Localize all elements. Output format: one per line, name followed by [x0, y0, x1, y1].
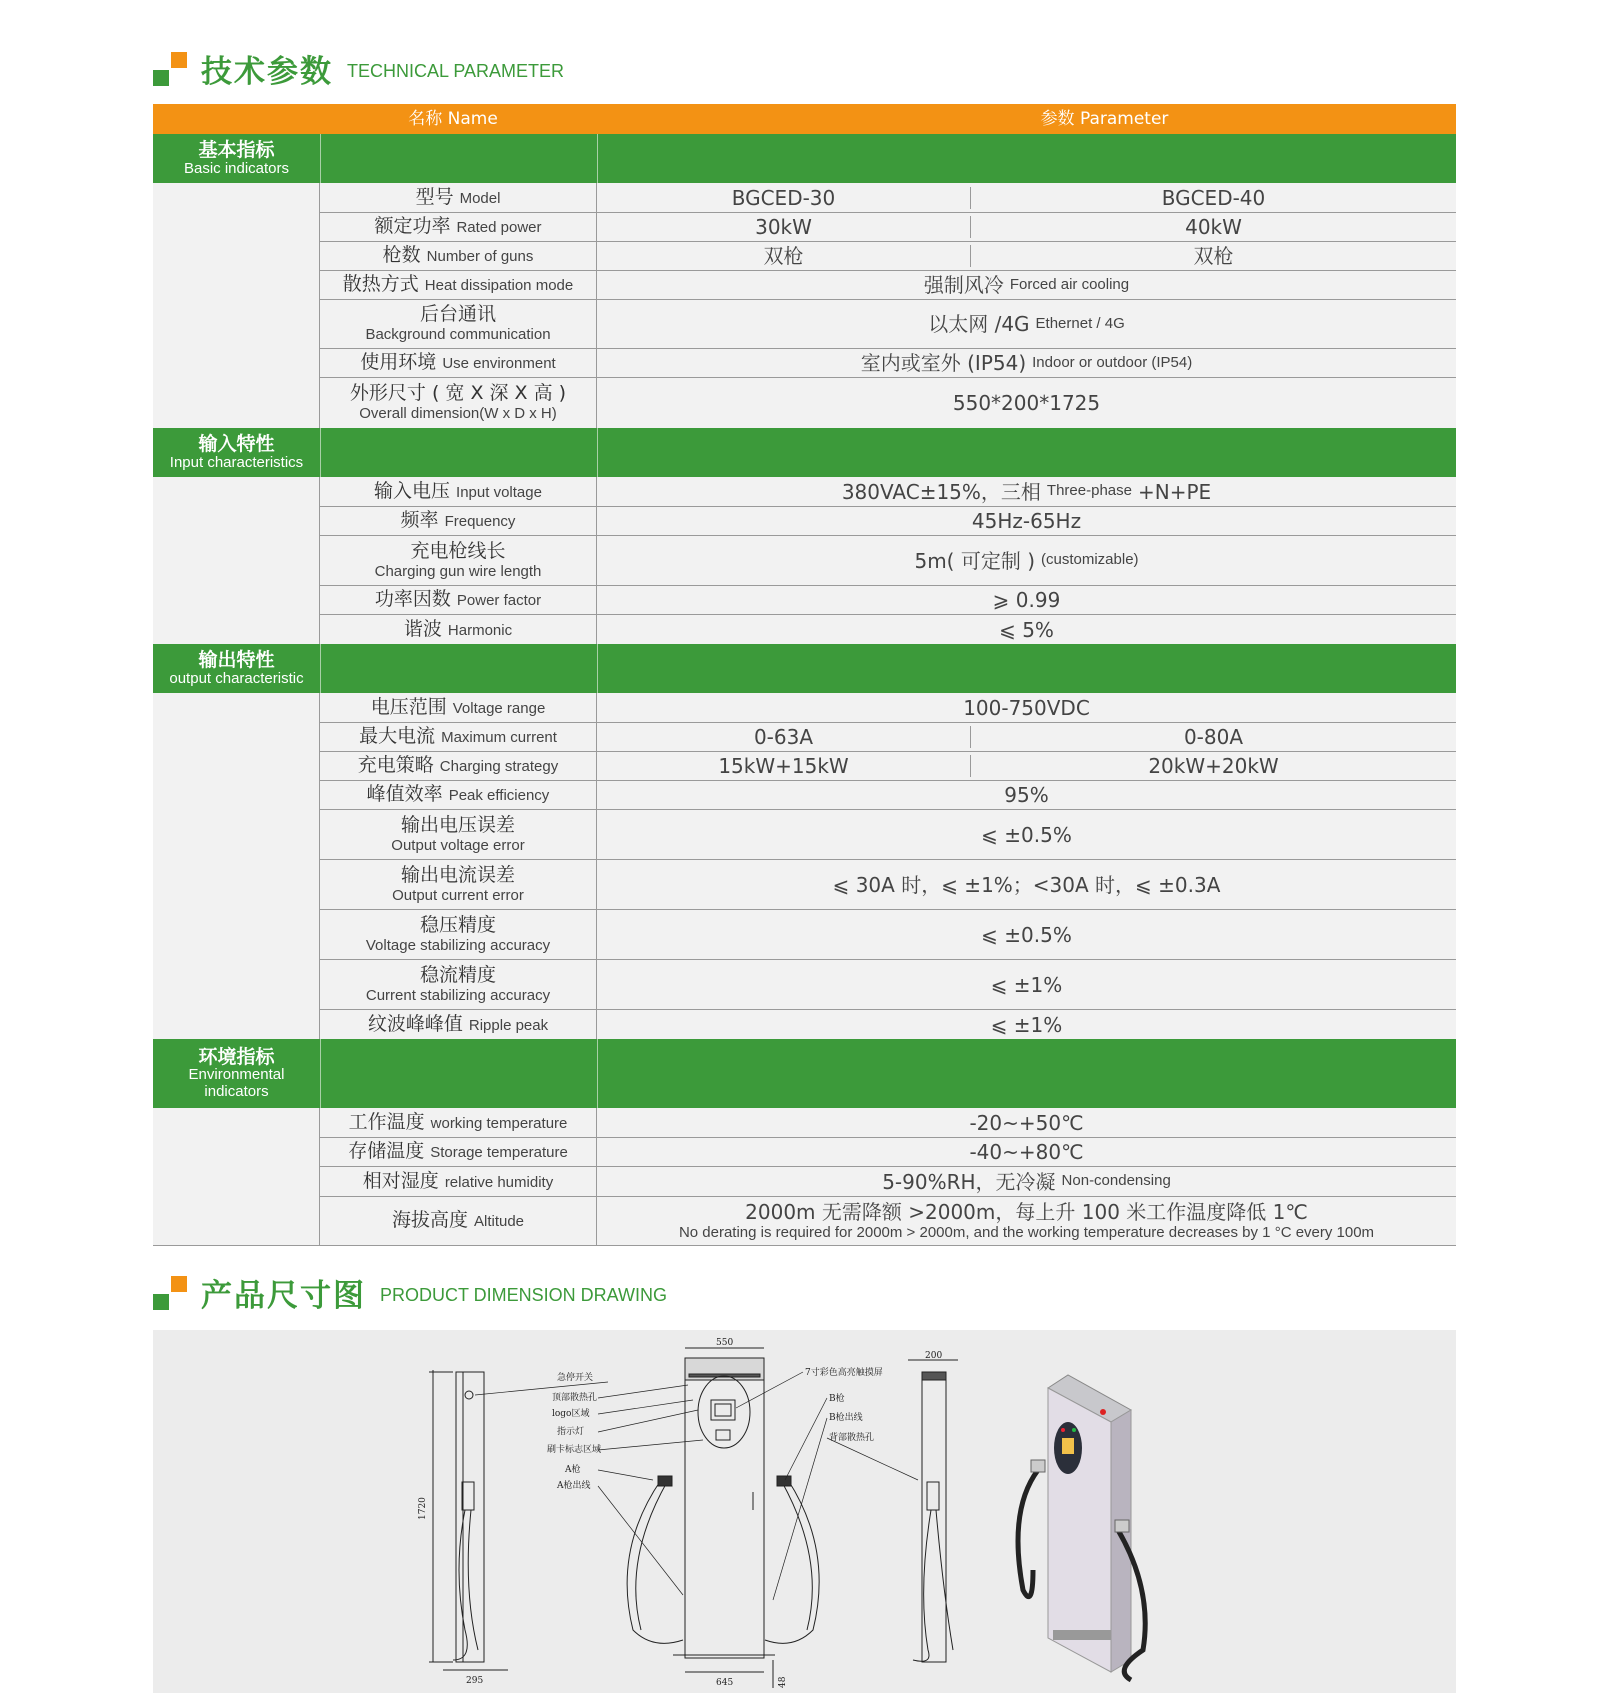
- row-label-en: Maximum current: [441, 729, 557, 747]
- value: ⩽ 5%: [999, 617, 1054, 642]
- value-b: 0-80A: [1183, 725, 1244, 749]
- value-en: Forced air cooling: [1009, 275, 1130, 293]
- table-row: [320, 378, 1456, 428]
- table-row: [320, 693, 1456, 723]
- group-title-zh: 输出特性: [198, 648, 275, 671]
- callout-label: A枪出线: [557, 1481, 591, 1491]
- row-label-en: Charging strategy: [439, 758, 559, 776]
- callout-label: 急停开关: [557, 1373, 594, 1383]
- row-label-zh: 最大电流: [359, 725, 436, 748]
- row-label-en: Rated power: [456, 219, 542, 237]
- callouts-right: [805, 1366, 883, 1443]
- table-row: [320, 1108, 1456, 1138]
- group-output-rows: [153, 693, 1456, 1039]
- value-b: BGCED-40: [1161, 185, 1266, 210]
- row-label-zh: 充电策略: [357, 754, 434, 777]
- value-b: 40kW: [1185, 215, 1242, 239]
- value: ⩽ ±0.5%: [981, 822, 1072, 847]
- section-square-icon: [153, 52, 187, 86]
- callout-label: 刷卡标志区域: [547, 1445, 602, 1455]
- group-title-en: Environmental: [188, 1066, 285, 1084]
- group-output: [153, 644, 1456, 693]
- value: ⩽ ±0.5%: [981, 922, 1072, 947]
- value: 2000m 无需降额 >2000m，每上升 100 米工作温度降低 1℃: [745, 1199, 1308, 1224]
- section-title-en: TECHNICAL PARAMETER: [347, 61, 565, 81]
- group-basic-rows: [153, 183, 1456, 428]
- table-row: [320, 271, 1456, 300]
- value-en: Three-phase: [1046, 482, 1132, 500]
- row-label-en: Background communication: [365, 326, 551, 344]
- charger-3d-render: [1018, 1375, 1145, 1680]
- value: 45Hz-65Hz: [971, 509, 1082, 533]
- section-square-icon: [153, 1276, 187, 1310]
- value: 100-750VDC: [963, 695, 1090, 720]
- table-row: [320, 615, 1456, 644]
- row-label-zh: 功率因数: [374, 588, 451, 611]
- dim-base-label: 295: [466, 1676, 484, 1686]
- group-env: [153, 1039, 1456, 1108]
- table-row: [320, 860, 1456, 910]
- value: 以太网 /4G: [928, 312, 1030, 336]
- table-row: [320, 960, 1456, 1010]
- callout-label: B枪出线: [829, 1413, 863, 1423]
- table-row: [320, 536, 1456, 586]
- row-label-en: Output voltage error: [391, 836, 525, 854]
- row-label-zh: 稳流精度: [419, 963, 496, 986]
- row-label-en: Output current error: [392, 886, 524, 904]
- group-title-en: indicators: [204, 1082, 269, 1100]
- table-row: [320, 213, 1456, 242]
- row-label-en: Frequency: [444, 513, 516, 531]
- row-label-en: Heat dissipation mode: [424, 277, 574, 295]
- row-label-zh: 电压范围: [370, 695, 447, 718]
- value: ⩾ 0.99: [992, 588, 1061, 612]
- dim-height-label: 1720: [418, 1497, 428, 1520]
- header-parameter: 参数 Parameter: [1040, 109, 1169, 129]
- callout-label: 指示灯: [557, 1427, 585, 1437]
- row-label-zh: 使用环境: [360, 351, 437, 374]
- dim-gap-label: 48: [778, 1676, 788, 1688]
- callouts-left: [547, 1371, 601, 1491]
- row-label-zh: 频率: [400, 509, 439, 532]
- table-row: [320, 242, 1456, 271]
- row-label-zh: 稳压精度: [419, 913, 496, 936]
- section-heading-technical: [153, 46, 564, 91]
- table-header: [153, 104, 1456, 134]
- value: 室内或室外 (IP54): [860, 351, 1027, 375]
- row-label-zh: 纹波峰峰值: [367, 1012, 463, 1035]
- value: 5m( 可定制 ): [914, 548, 1035, 573]
- dimension-drawing: [153, 1330, 1456, 1693]
- group-title-zh: 基本指标: [198, 138, 275, 161]
- table-row: [320, 1167, 1456, 1197]
- value-b: 双枪: [1193, 244, 1234, 268]
- row-label-zh: 输入电压: [374, 479, 451, 502]
- group-env-rows: [153, 1108, 1456, 1245]
- value: -40~+80℃: [969, 1140, 1084, 1164]
- row-label-zh: 外形尺寸 ( 宽 X 深 X 高 ): [349, 382, 567, 405]
- group-input-rows: [153, 477, 1456, 644]
- row-label-zh: 充电枪线长: [410, 539, 506, 562]
- callout-label: 7寸彩色高亮触摸屏: [805, 1368, 883, 1378]
- header-name: 名称 Name: [408, 109, 498, 129]
- row-label-en: Input voltage: [456, 483, 542, 501]
- row-label-en: Current stabilizing accuracy: [365, 986, 551, 1004]
- callout-label: B枪: [829, 1394, 845, 1404]
- value-en: Ethernet / 4G: [1035, 314, 1125, 332]
- dimension-drawing-svg: [153, 1330, 1456, 1693]
- group-title-en: output characteristic: [169, 669, 304, 687]
- group-title-zh: 环境指标: [198, 1045, 275, 1068]
- value-a: 30kW: [597, 216, 971, 238]
- value-en: Non-condensing: [1061, 1172, 1171, 1190]
- row-label-en: Voltage stabilizing accuracy: [365, 936, 551, 954]
- row-label-zh: 枪数: [382, 244, 421, 267]
- callout-lines-right: [736, 1372, 918, 1600]
- callout-label: A枪: [565, 1465, 581, 1475]
- value-a: BGCED-30: [597, 187, 971, 209]
- dim-width-label: 550: [716, 1338, 734, 1348]
- dim-depth-label: 200: [925, 1351, 943, 1361]
- table-row: [320, 300, 1456, 349]
- spec-table: [153, 104, 1456, 1246]
- dim-foot-label: 645: [716, 1678, 734, 1688]
- row-label-en: Overall dimension(W x D x H): [359, 405, 557, 423]
- table-row: [320, 910, 1456, 960]
- value-b: 20kW+20kW: [1148, 754, 1279, 778]
- front-view: [627, 1348, 819, 1688]
- group-title-zh: 输入特性: [198, 432, 275, 455]
- value-en: Indoor or outdoor (IP54): [1032, 353, 1193, 371]
- value: 95%: [1004, 783, 1049, 807]
- row-label-en: Voltage range: [452, 699, 546, 717]
- row-label-zh: 后台通讯: [419, 303, 496, 326]
- row-label-en: Ripple peak: [468, 1016, 549, 1034]
- row-label-en: Number of guns: [426, 248, 534, 266]
- value: ⩽ ±1%: [990, 1012, 1063, 1037]
- row-label-zh: 额定功率: [374, 215, 451, 238]
- table-row: [320, 752, 1456, 781]
- value-en: (customizable): [1041, 551, 1139, 569]
- group-input: [153, 428, 1456, 477]
- row-label-en: Storage temperature: [430, 1144, 568, 1162]
- section-title-zh: 技术参数: [201, 54, 333, 90]
- row-label-en: Power factor: [456, 592, 542, 610]
- group-basic: [153, 134, 1456, 183]
- callout-label: logo区域: [552, 1409, 590, 1419]
- table-row: [320, 586, 1456, 615]
- value-en: No derating is required for 2000m > 2000m, and the working temperature decreases by 1 °C every 100m: [678, 1223, 1375, 1241]
- table-row: [320, 781, 1456, 810]
- row-label-en: Model: [459, 189, 501, 207]
- row-label-zh: 峰值效率: [366, 783, 443, 806]
- row-label-en: relative humidity: [444, 1173, 554, 1191]
- side-view-right: [908, 1360, 958, 1662]
- value-a: 15kW+15kW: [597, 755, 971, 777]
- section-title-en: PRODUCT DIMENSION DRAWING: [380, 1285, 668, 1305]
- row-label-zh: 相对湿度: [362, 1169, 439, 1192]
- value: 强制风冷: [923, 273, 1004, 297]
- row-label-en: Harmonic: [447, 621, 513, 639]
- value: ⩽ ±1%: [990, 972, 1063, 997]
- value: ⩽ 30A 时，⩽ ±1%；<30A 时，⩽ ±0.3A: [832, 872, 1221, 897]
- row-label-zh: 存储温度: [348, 1140, 425, 1163]
- value: 5-90%RH，无冷凝: [882, 1169, 1056, 1194]
- callout-label: 顶部散热孔: [552, 1393, 598, 1403]
- value: -20~+50℃: [969, 1110, 1084, 1135]
- table-row: [320, 1138, 1456, 1167]
- row-label-zh: 海拔高度: [391, 1209, 468, 1232]
- table-row: [320, 507, 1456, 536]
- table-row: [320, 1197, 1456, 1245]
- row-label-zh: 输出电压误差: [400, 813, 515, 836]
- side-view-left: [429, 1370, 508, 1670]
- row-label-zh: 工作温度: [348, 1110, 425, 1133]
- table-row: [320, 183, 1456, 213]
- row-label-zh: 型号: [415, 185, 454, 208]
- row-label-en: Use environment: [442, 355, 556, 373]
- value-a: 双枪: [597, 245, 971, 267]
- table-row: [320, 723, 1456, 752]
- row-label-en: Peak efficiency: [448, 787, 550, 805]
- row-label-zh: 谐波: [403, 617, 442, 640]
- row-label-en: Altitude: [473, 1213, 525, 1231]
- row-label-en: working temperature: [430, 1114, 568, 1132]
- value-a: 0-63A: [597, 726, 971, 748]
- row-label-zh: 输出电流误差: [400, 863, 515, 886]
- group-title-en: Basic indicators: [183, 159, 290, 177]
- table-row: [320, 477, 1456, 507]
- group-title-en: Input characteristics: [169, 453, 304, 471]
- row-label-en: Charging gun wire length: [374, 562, 542, 580]
- table-row: [320, 810, 1456, 860]
- value: 550*200*1725: [952, 391, 1101, 415]
- row-label-zh: 散热方式: [342, 273, 419, 296]
- value: 380VAC±15%，三相: [841, 479, 1041, 504]
- callout-label: 背部散热孔: [829, 1433, 875, 1443]
- table-row: [320, 349, 1456, 378]
- value-suffix: +N+PE: [1137, 479, 1212, 504]
- section-heading-dimension: [153, 1270, 667, 1315]
- table-row: [320, 1010, 1456, 1039]
- section-title-zh: 产品尺寸图: [201, 1278, 366, 1314]
